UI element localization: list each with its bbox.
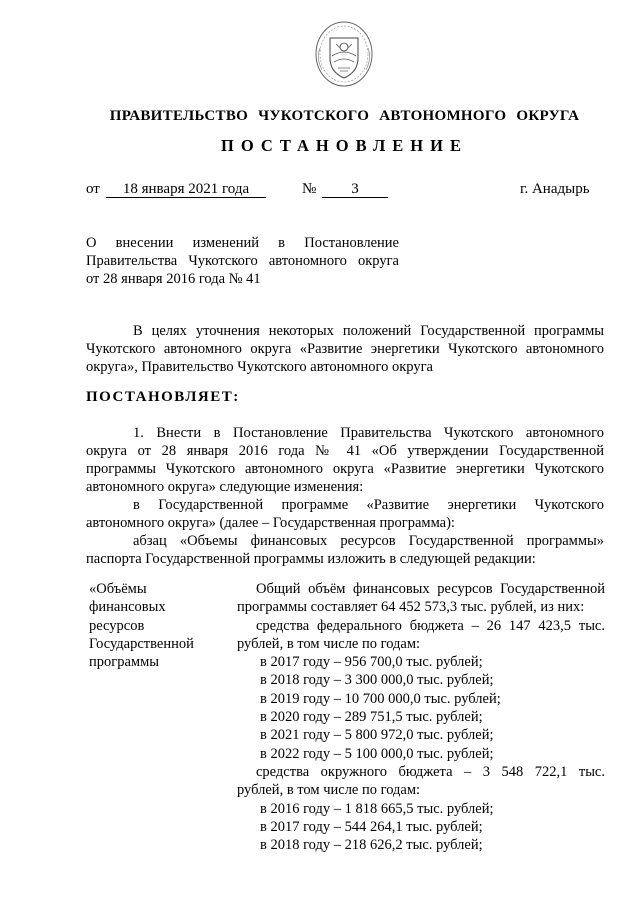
clause-1 (86, 424, 604, 568)
federal-line: рублей, в том числе по годам: (237, 635, 421, 652)
district-year-row: в 2017 году – 544 264,1 тыс. рублей; (260, 818, 483, 835)
federal-year-row: в 2022 году – 5 100 000,0 тыс. рублей; (260, 745, 494, 762)
subject-line: О внесении изменений в Постановление (86, 235, 399, 251)
table-left-line: ресурсов (89, 617, 145, 634)
table-left-line: Государственной (89, 635, 194, 652)
document-subject (86, 234, 399, 288)
coat-of-arms-emblem (312, 18, 376, 90)
table-right-column (237, 580, 605, 854)
date-from-label: от (86, 181, 100, 197)
clause-line: округа от 28 января 2016 года № 41 «Об утверждении Государственной (86, 443, 604, 459)
preamble-line: В целях уточнения некоторых положений Государственной программы (133, 323, 604, 339)
district-year-row: в 2018 году – 218 626,2 тыс. рублей; (260, 837, 483, 854)
federal-year-row: в 2017 году – 956 700,0 тыс. рублей; (260, 654, 483, 671)
table-left-line: программы (89, 654, 159, 671)
district-year-row: в 2016 году – 1 818 665,5 тыс. рублей; (260, 800, 494, 817)
resolve-heading: ПОСТАНОВЛЯЕТ: (86, 389, 240, 405)
total-line: программы составляет 64 452 573,3 тыс. рублей, из них: (237, 599, 585, 616)
clause-line: автономного округа» (далее – Государственная программа): (86, 515, 455, 531)
date-text: 18 января 2021 года (106, 182, 266, 198)
preamble (86, 322, 604, 376)
clause-line: в Государственной программе «Развитие энергетики Чукотского (133, 497, 604, 513)
table-left-line: «Объёмы (89, 581, 147, 597)
total-line: Общий объём финансовых ресурсов Государственной (256, 581, 605, 597)
federal-year-row: в 2019 году – 10 700 000,0 тыс. рублей; (260, 690, 501, 707)
district-line: средства окружного бюджета – 3 548 722,1 тыс. (256, 763, 605, 780)
number-text: 3 (322, 182, 388, 198)
clause-line: автономного округа» следующие изменения: (86, 479, 364, 495)
government-title: ПРАВИТЕЛЬСТВО ЧУКОТСКОГО АВТОНОМНОГО ОКРУГА (109, 108, 580, 124)
table-left-line: финансовых (89, 599, 166, 616)
federal-line: средства федерального бюджета – 26 147 423,5 тыс. (256, 617, 605, 634)
clause-line: паспорта Государственной программы изложить в следующей редакции: (86, 551, 536, 567)
table-left-column (89, 580, 229, 671)
subject-line: от 28 января 2016 года № 41 (86, 271, 261, 287)
preamble-line: Чукотского автономного округа «Развитие энергетики Чукотского автономного (86, 341, 604, 357)
federal-year-row: в 2020 году – 289 751,5 тыс. рублей; (260, 709, 483, 726)
date-value (106, 181, 266, 198)
city-name: г. Анадырь (520, 181, 590, 197)
clause-line: абзац «Объемы финансовых ресурсов Государственной программы» (133, 533, 604, 549)
clause-line: 1. Внести в Постановление Правительства Чукотского автономного (133, 425, 604, 441)
federal-year-row: в 2021 году – 5 800 972,0 тыс. рублей; (260, 727, 494, 744)
clause-line: программы Чукотского автономного округа «Развитие энергетики Чукотского (86, 461, 604, 477)
subject-line: Правительства Чукотского автономного округа (86, 253, 399, 269)
district-line: рублей, в том числе по годам: (237, 782, 421, 799)
number-label: № (302, 181, 317, 197)
preamble-line: округа», Правительство Чукотского автономного округа (86, 359, 433, 375)
document-type: ПОСТАНОВЛЕНИЕ (221, 136, 468, 155)
number-value (322, 181, 388, 198)
federal-year-row: в 2018 году – 3 300 000,0 тыс. рублей; (260, 672, 494, 689)
